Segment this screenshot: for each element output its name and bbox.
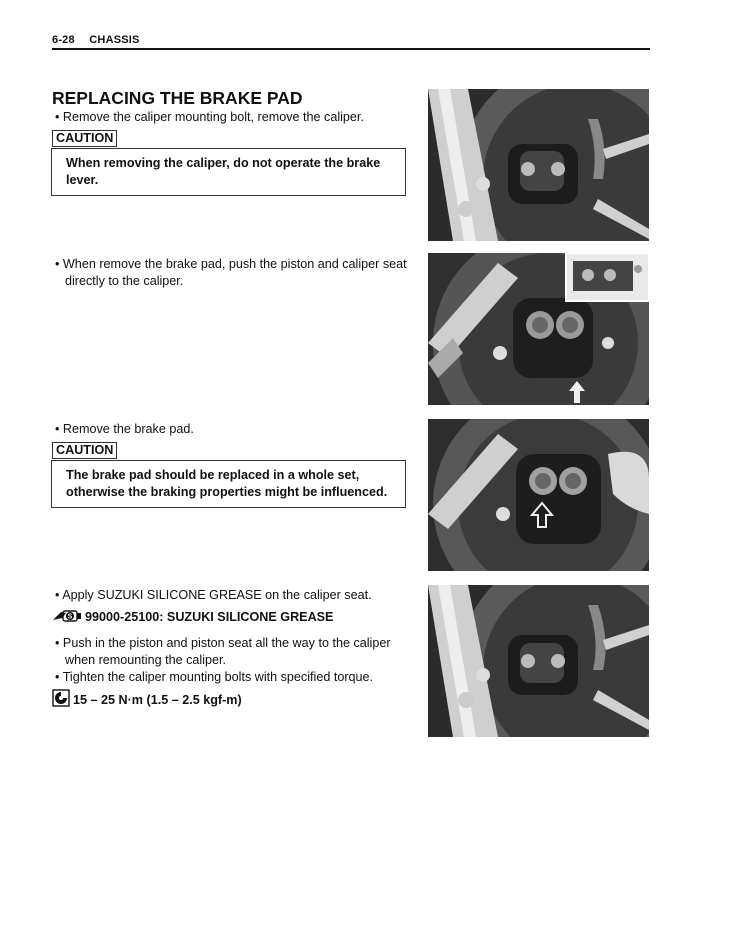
page-header	[52, 30, 650, 50]
section-title: CHASSIS	[89, 34, 140, 46]
bullet-dot: •	[55, 636, 63, 650]
grease-spec-text: 99000-25100: SUZUKI SILICONE GREASE	[85, 609, 334, 624]
step-4-text: Apply SUZUKI SILICONE GREASE on the caliper seat.	[62, 588, 372, 602]
bullet-dot: •	[55, 670, 63, 684]
page-number: 6-28	[52, 34, 75, 46]
caution-box-1: When removing the caliper, do not operate the brake lever.	[51, 148, 406, 196]
caution-label-2: CAUTION	[52, 442, 117, 459]
photo-caliper-removed-inset	[428, 253, 649, 405]
photo-brake-pad-removal	[428, 419, 649, 571]
step-1-text: Remove the caliper mounting bolt, remove the caliper.	[62, 110, 364, 124]
page-title: REPLACING THE BRAKE PAD	[52, 88, 303, 108]
photo-caliper-mounted	[428, 89, 649, 241]
step-1	[55, 109, 417, 126]
bullet-dot: •	[55, 110, 63, 124]
step-2-text: When remove the brake pad, push the piston and caliper seat directly to the caliper.	[62, 257, 407, 288]
bullet-dot: •	[55, 588, 63, 602]
photo-caliper-remounted	[428, 585, 649, 737]
torque-spec	[52, 689, 242, 710]
torque-wrench-icon	[52, 689, 70, 710]
bullet-dot: •	[55, 422, 63, 436]
svg-text:S: S	[67, 613, 73, 621]
step-6-text: Tighten the caliper mounting bolts with specified torque.	[62, 670, 374, 684]
step-3-text: Remove the brake pad.	[62, 422, 194, 436]
caution-box-2: The brake pad should be replaced in a whole set, otherwise the braking properties might be influenced.	[51, 460, 406, 508]
step-6	[55, 669, 417, 686]
grease-gun-icon	[52, 607, 82, 626]
step-3	[55, 421, 417, 438]
step-5-text: Push in the piston and piston seat all the way to the caliper when remounting the caliper.	[62, 636, 391, 667]
step-4	[55, 587, 417, 604]
step-5	[55, 635, 417, 669]
bullet-dot: •	[55, 257, 63, 271]
grease-spec	[52, 607, 333, 626]
step-2	[55, 256, 417, 290]
caution-label-1: CAUTION	[52, 130, 117, 147]
torque-spec-text: 15 – 25 N·m (1.5 – 2.5 kgf-m)	[73, 692, 242, 707]
